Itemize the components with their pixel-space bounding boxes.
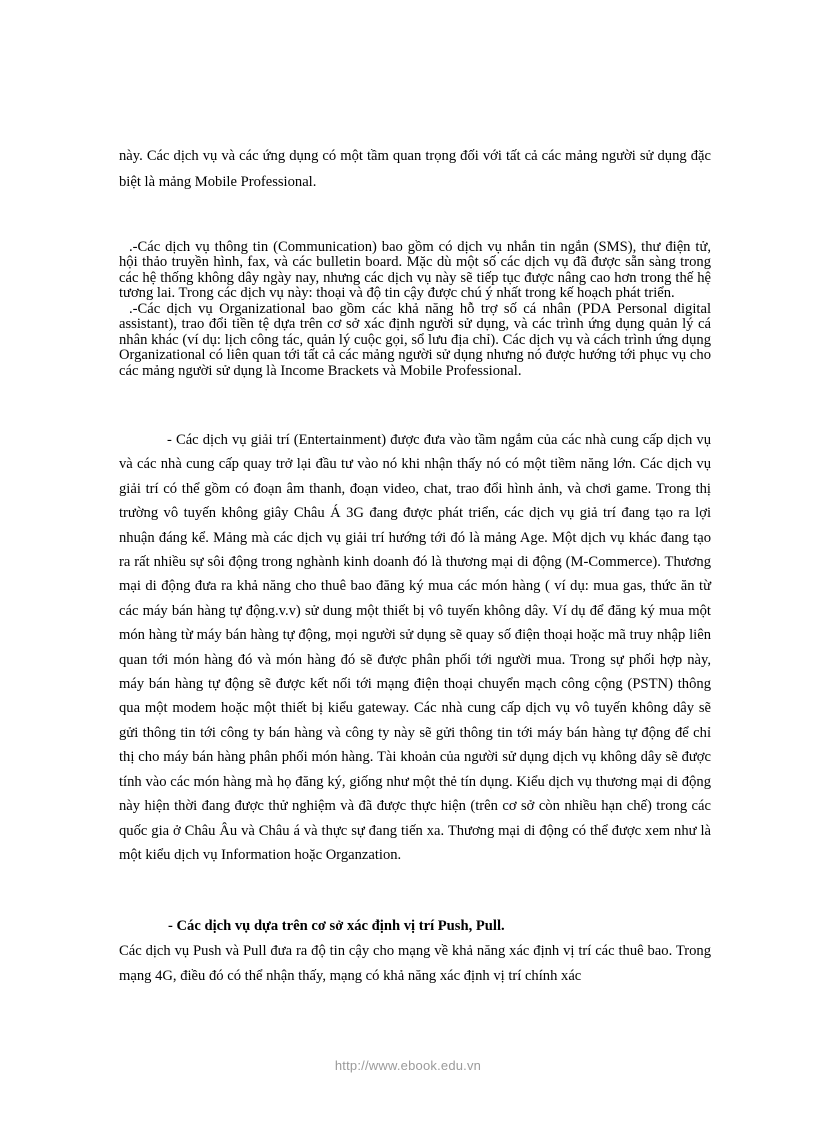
footer-url: http://www.ebook.edu.vn — [334, 1058, 482, 1073]
paragraph-entertainment-services: - Các dịch vụ giải trí (Entertainment) được đưa vào tầm ngắm của các nhà cung cấp dịch vụ và các nhà cung cấp quay trở lại đầu tư vào nó khi nhận thấy nó có một tiềm năng lớn. Các dịch vụ giải trí có thể gồm có đoạn âm thanh, đoạn video, chat, trao đổi hình ảnh, và chơi game. Trong thị trường vô tuyến không giây Châu Á 3G đang được phát triển, các dịch vụ giả trí đang tạo ra lợi nhuận đáng kể. Mảng mà các dịch vụ giải trí hướng tới đó là mảng Age. Một dịch vụ khác đang tạo ra rất nhiều sự sôi động trong nghành kinh doanh đó là thương mại di động (M-Commerce). Thương mại di động đưa ra khả năng cho thuê bao đăng ký mua các món hàng ( ví dụ: mua gas, thức ăn từ các máy bán hàng tự động.v.v) sử dung một thiết bị vô tuyến không dây. Ví dụ để đăng ký mua một món hàng từ máy bán hàng tự động, mọi người sử dụng sẽ quay số điện thoại hoặc mã truy nhập liên quan tới món hàng đó và món hàng đó sẽ được phân phối tới người mua. Trong sự phối hợp này, máy bán hàng tự động sẽ được kết nối tới mạng điện thoại chuyển mạch công cộng (PSTN) thông qua một modem hoặc một thiết bị kiểu gateway. Các nhà cung cấp dịch vụ vô tuyến không dây sẽ gửi thông tin tới công ty bán hàng và công ty này sẽ gửi thông tin tới máy bán hàng tự động để chỉ thị cho máy bán hàng phân phối món hàng. Tài khoản của người sử dụng dịch vụ không dây sẽ được tính vào các món hàng mà họ đăng ký, giống như một thẻ tín dụng. Kiểu dịch vụ thương mại di động này hiện thời đang được thử nghiệm và đã được thực hiện (trên cơ sở còn nhiều hạn chế) trong các quốc gia ở Châu Âu và Châu á và thực sự đang tiến xa. Thương mại di động có thể được xem như là một kiểu dịch vụ Information hoặc Organzation. — [119, 432, 711, 863]
paragraph-organizational-services: .-Các dịch vụ Organizational bao gồm các khả năng hỗ trợ số cá nhân (PDA Personal digital assistant), trao đổi tiền tệ dựa trên cơ sở xác định người sử dụng, và các trình ứng dụng quản lý cá nhân khác (ví dụ: lịch công tác, quản lý cuộc gọi, sổ lưu địa chỉ). Các dịch vụ và cách trình ứng dụng Organizational có liên quan tới tất cả các mảng người sử dụng nhưng nó được hướng tới phục vụ cho các mảng người sử dụng là Income Brackets và Mobile Professional. — [119, 301, 711, 379]
paragraph-communication-services: .-Các dịch vụ thông tin (Communication) bao gồm có dịch vụ nhắn tin ngắn (SMS), thư điện tử, hội thảo truyền hình, fax, và các bulletin board. Mặc dù một số các dịch vụ đã được sẵn sàng trong các hệ thống không dây ngày nay, nhưng các dịch vụ này sẽ tiếp tục được nâng cao hơn trong thế hệ tương lai. Trong các dịch vụ này: thoại và độ tin cậy được chú ý nhất trong kế hoạch phát triển. — [119, 239, 711, 302]
paragraph-push-pull: Các dịch vụ Push và Pull đưa ra độ tin cậy cho mạng về khả năng xác định vị trí các thuê bao. Trong mạng 4G, điều đó có thể nhận thấy, mạng có khả năng xác định vị trí chính xác — [119, 943, 711, 984]
section-heading-push-pull: - Các dịch vụ dựa trên cơ sở xác định vị trí Push, Pull. — [168, 918, 505, 934]
paragraph-intro: này. Các dịch vụ và các ứng dụng có một tầm quan trọng đối với tất cả các mảng người sử dụng đặc biệt là mảng Mobile Professional. — [119, 148, 711, 190]
